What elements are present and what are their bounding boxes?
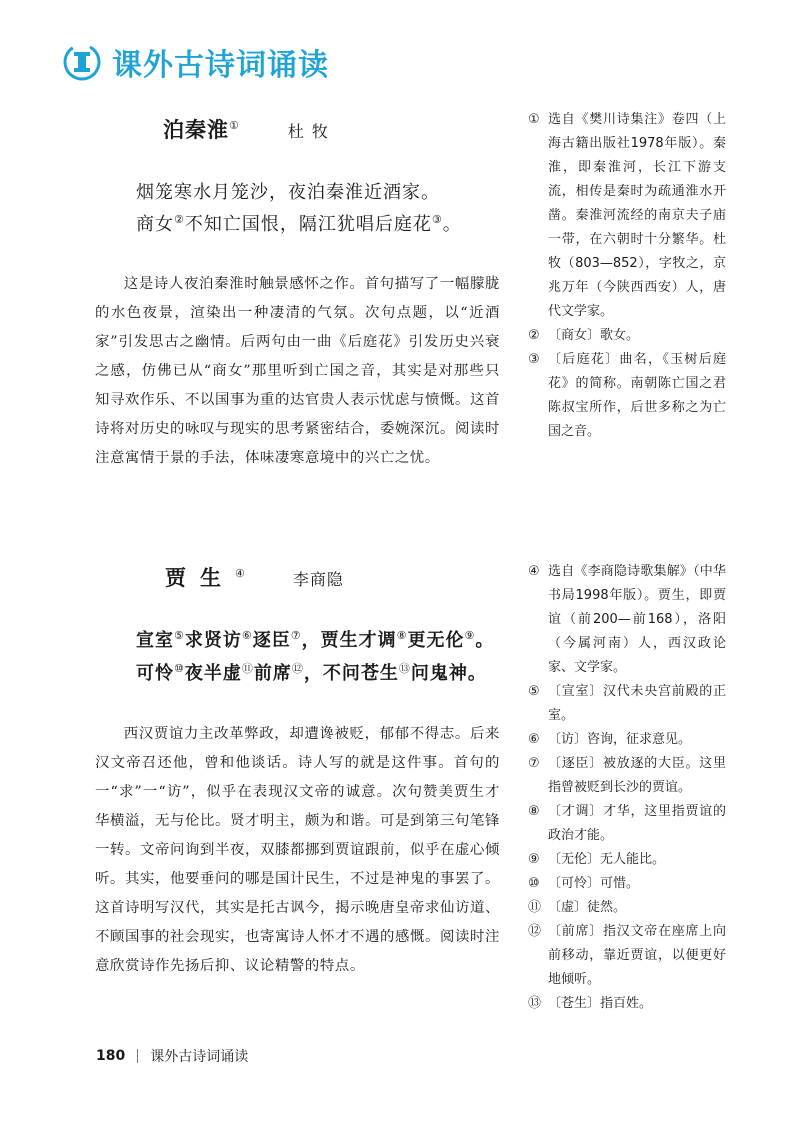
section-title: 课外古诗词诵读 <box>112 48 329 83</box>
poem1-title: 泊秦淮① <box>163 117 240 142</box>
page-header <box>62 38 329 86</box>
footnote-ref[interactable]: ③ <box>431 213 443 226</box>
note-item: ⑩ 〔可怜〕可惜。 <box>528 876 640 891</box>
note-item: ⑨ 〔无伦〕无人能比。 <box>528 852 666 867</box>
footer-divider <box>137 1049 138 1063</box>
note-item: ⑪ 〔虚〕徒然。 <box>528 900 627 915</box>
footnote-ref[interactable]: ⑩ <box>174 662 185 675</box>
footnote-ref[interactable]: ⑬ <box>398 662 411 675</box>
poem1-notes <box>528 108 726 444</box>
poem2-line-2: 可怜⑩夜半虚⑪前席⑫，不问苍生⑬问鬼神。 <box>136 662 487 684</box>
poem2-notes <box>528 560 726 1016</box>
footnote-ref[interactable]: ⑪ <box>241 662 254 675</box>
footnote-ref[interactable]: ⑤ <box>174 629 185 642</box>
note-item: ⑦ 〔逐臣〕被放逐的大臣。这里指曾被贬到长沙的贾谊。 <box>528 756 726 795</box>
poem1-title-ref[interactable]: ① <box>229 119 240 132</box>
page-number: 180 <box>96 1048 126 1064</box>
footnote-ref[interactable]: ⑫ <box>291 662 304 675</box>
note-item: ⑬ 〔苍生〕指百姓。 <box>528 996 653 1011</box>
footer-section: 课外古诗词诵读 <box>150 1049 249 1065</box>
footnote-ref[interactable]: ⑥ <box>241 629 253 642</box>
poem2-commentary: 西汉贾谊力主改革弊政，却遭谗被贬，郁郁不得志。后来汉文帝召还他，曾和他谈话。诗人写的就是这件事。首句的一“求”一“访”，似乎在表现汉文帝的诚意。次句赞美贾生才华横溢，无与伦比。贤才明主，颇为和谐。可是到第三句笔锋一转。文帝问询到半夜，双膝都挪到贾谊跟前，似乎在虚心倾听。其实，他要垂问的哪是国计民生，不过是神鬼的事罢了。这首诗明写汉代，其实是托古讽今，揭示晚唐皇帝求仙访道、不顾国事的社会现实，也寄寓诗人怀才不遇的感慨。阅读时注意欣赏诗作先扬后抑、议论精警的特点。 <box>95 726 500 974</box>
footnote-ref[interactable]: ⑨ <box>464 629 476 642</box>
poem2-title: 贾生④ <box>165 565 245 590</box>
poem2-title-ref[interactable]: ④ <box>235 567 245 580</box>
note-item: ④ 选自《李商隐诗歌集解》（中华书局1998年版）。贾生，即贾谊（前200—前168），洛阳（今属河南）人，西汉政论家、文学家。 <box>528 564 726 675</box>
poem1-author: 杜牧 <box>287 122 336 141</box>
note-item: ⑫ 〔前席〕指汉文帝在座席上向前移动，靠近贾谊，以便更好地倾听。 <box>528 924 726 987</box>
page-footer <box>96 1046 248 1066</box>
footnote-ref[interactable]: ⑧ <box>396 629 408 642</box>
note-item: ① 选自《樊川诗集注》卷四（上海古籍出版社1978年版）。秦淮，即秦淮河，长江下游支流，相传是秦时为疏通淮水开凿。秦淮河流经的南京夫子庙一带，在六朝时十分繁华。杜牧（803—852），字牧之，京兆万年（今陕西西安）人，唐代文学家。 <box>528 112 726 319</box>
poem2-author: 李商隐 <box>292 570 344 589</box>
poem2-line-1: 宣室⑤求贤访⑥逐臣⑦，贾生才调⑧更无伦⑨。 <box>136 629 495 651</box>
footnote-ref[interactable]: ⑦ <box>290 629 302 642</box>
note-item: ② 〔商女〕歌女。 <box>528 328 640 343</box>
circled-book-icon <box>62 42 102 82</box>
note-item: ③ 〔后庭花〕曲名，《玉树后庭花》的简称。南朝陈亡国之君陈叔宝所作，后世多称之为亡国之音。 <box>528 352 726 439</box>
poem1-heading <box>163 114 336 144</box>
poem1-commentary: 这是诗人夜泊秦淮时触景感怀之作。首句描写了一幅朦胧的水色夜景，渲染出一种凄清的气氛。次句点题，以“近酒家”引发思古之幽情。后两句由一曲《后庭花》引发历史兴衰之感，仿佛已从“商女”那里听到亡国之音，其实是对那些只知寻欢作乐、不以国事为重的达官贵人表示忧虑与愤慨。这首诗将对历史的咏叹与现实的思考紧密结合，委婉深沉。阅读时注意寓情于景的手法，体味凄寒意境中的兴亡之忧。 <box>95 276 500 466</box>
poem1-line-2: 商女②不知亡国恨，隔江犹唱后庭花③。 <box>136 213 462 235</box>
note-item: ⑧ 〔才调〕才华，这里指贾谊的政治才能。 <box>528 804 726 843</box>
poem2-heading <box>165 562 344 592</box>
note-item: ⑤ 〔宣室〕汉代未央宫前殿的正室。 <box>528 684 726 723</box>
note-item: ⑥ 〔访〕咨询，征求意见。 <box>528 732 692 747</box>
footnote-ref[interactable]: ② <box>174 213 185 226</box>
poem1-line-1: 烟笼寒水月笼沙，夜泊秦淮近酒家。 <box>136 182 440 203</box>
